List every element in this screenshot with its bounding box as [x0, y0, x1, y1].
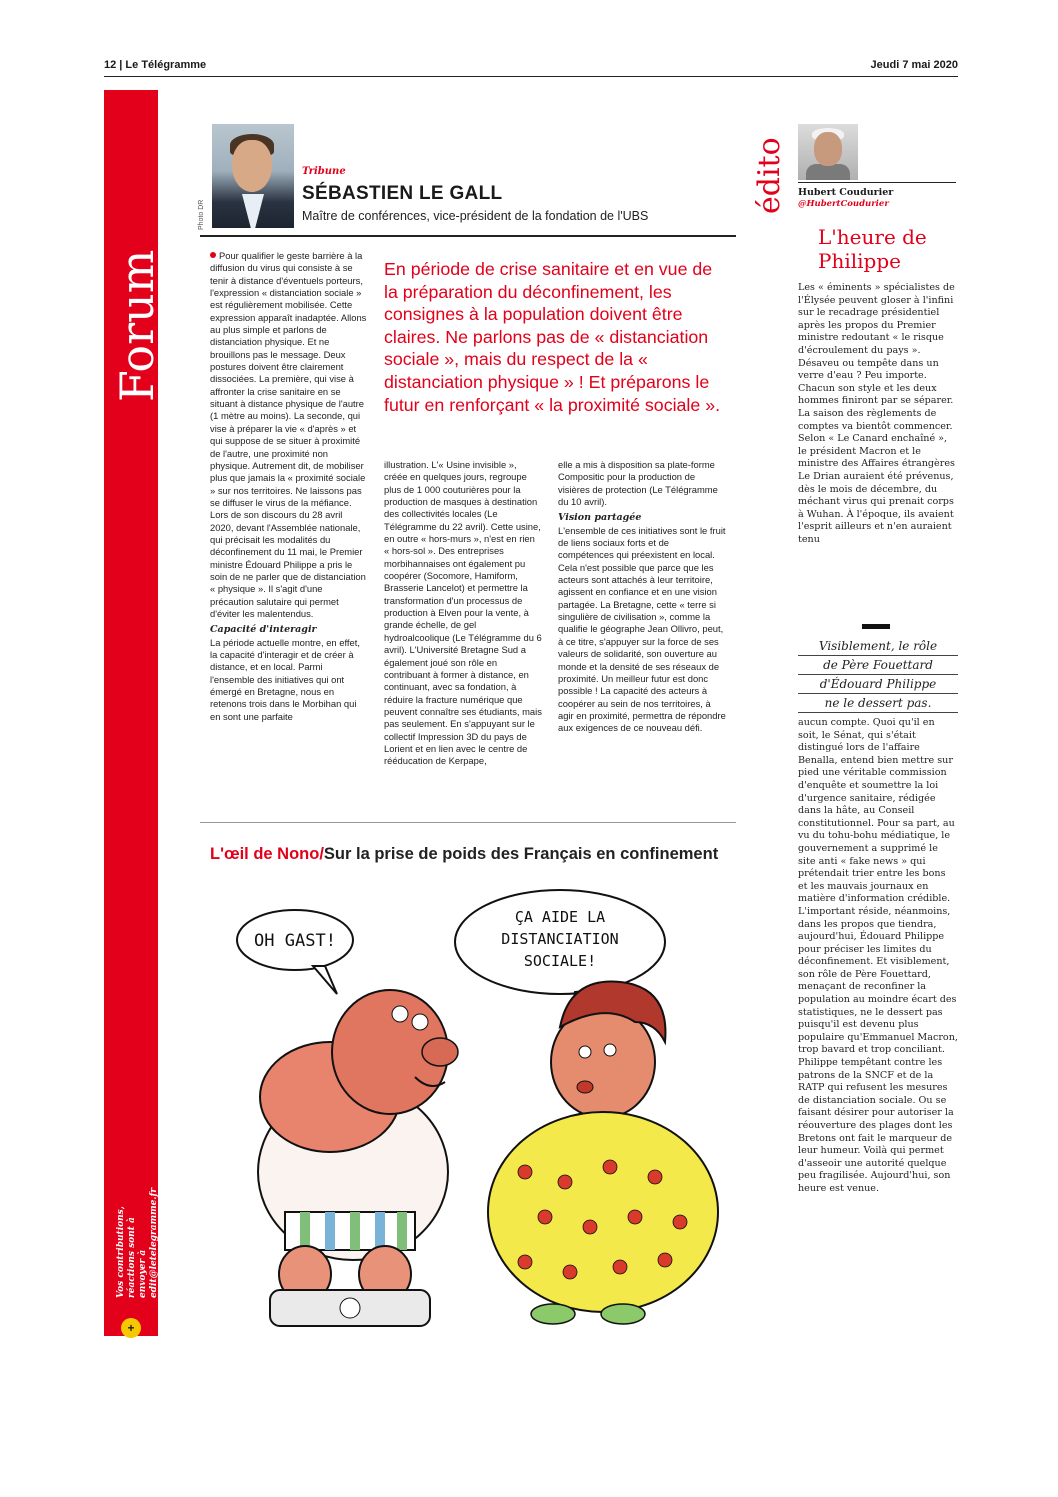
cartoon-title-text: Sur la prise de poids des Français en confinement	[323, 845, 719, 863]
cartoon-illustration	[225, 882, 725, 1334]
contributions-note: Vos contributions, réactions sont à envoyer à edit@letelegramme.fr	[116, 1187, 159, 1298]
speech-bubble-left: OH GAST!	[254, 931, 336, 951]
edito-author-photo	[798, 124, 858, 180]
cartoon-title	[210, 845, 718, 864]
divider	[798, 182, 956, 183]
edito-quote-line: d'Édouard Philippe	[798, 675, 958, 694]
article-paragraph: L'ensemble de ces initiatives sont le fruit de liens sociaux forts et de compétences qui préexistent en local. Cela n'est possible que parce que les acteurs sont attachés à leur territoire, agissent en confiance et en une vision partagée. La Bretagne, cette « terre si singulière de civilisation », comme la qualifie le géographe Jean Ollivro, peut, à ce titre, s'appuyer sur la force de ses valeurs de solidarité, son ouverture au monde et la densité de ses réseaux de proximité. Un meilleur futur est donc possible ! La capacité des acteurs à coopérer au sein de nos territoires, à agir en proximité, permettra de répondre aux exigences de ce nouveau défi.	[558, 524, 726, 734]
edito-section-title: édito	[752, 137, 787, 214]
tribune-author: SÉBASTIEN LE GALL	[302, 183, 503, 204]
section-title: Forum	[110, 249, 164, 402]
article-subheading: Vision partagée	[558, 512, 642, 524]
edito-quote-line: Visiblement, le rôle	[798, 637, 958, 656]
speech-bubble-right-line-1: ÇA AIDE LA	[514, 908, 606, 926]
bullet-icon	[210, 252, 216, 258]
edito-title: L'heure de Philippe	[818, 225, 927, 273]
article-column-3	[558, 459, 726, 819]
plus-icon: +	[121, 1318, 141, 1338]
edito-quote-line: de Père Fouettard	[798, 656, 958, 675]
article-subheading: Capacité d'interagir	[210, 624, 317, 636]
edito-author-handle: @HubertCoudurier	[798, 199, 889, 209]
page-folio: 12 | Le Télégramme	[104, 59, 207, 71]
pull-quote: En période de crise sanitaire et en vue de la préparation du déconfinement, les consignes à la population doivent être claires. Ne parlons pas de « distanciation sociale », mais du respect de la « distanciation physique » ! Et préparons le futur en renforçant « la proximité sociale ».	[384, 259, 721, 415]
article-paragraph: illustration. L'« Usine invisible », créée en quelques jours, regroupe plus de 1 000 couturières pour la production de masques à destination des collectivités locales (Le Télégramme du 22 avril). Cette usine, en outre « hors-murs », n'est en rien « hors-sol ». Des entreprises morbihannaises ont également pu coopérer (Socomore, Hamiform, Brasserie Lancelot) et permettre la transformation d'un processus de production à Elven pour la vente, à grande échelle, de gel hydroalcoolique (Le Télégramme du 6 avril). L'Université Bretagne Sud a également joué son rôle en contribuant à former à distance, en continuant, avec sa fondation, à réduire la fracture numérique que peuvent connaître ses étudiants, mais pas seulement. En s'appuyant sur le collectif Impression 3D du pays de Lorient et en lien avec le centre de rééducation de Kerpape,	[384, 459, 542, 767]
speech-bubble-right-line-2: DISTANCIATION	[501, 930, 619, 948]
divider	[200, 822, 736, 823]
forum-sidebar	[104, 90, 164, 1336]
divider	[200, 235, 736, 237]
quote-mark	[862, 624, 890, 629]
edito-quote-line: ne le dessert pas.	[798, 694, 958, 713]
article-paragraph: La période actuelle montre, en effet, la capacité d'interagir et de créer à distance, et en local. Parmi l'ensemble des initiatives qui ont émergé en Bretagne, nous en retenons trois dans le Morbihan qui en sont une parfaite	[210, 636, 360, 722]
speech-bubble-right-line-3: SOCIALE!	[523, 952, 597, 970]
article-column-2	[384, 459, 542, 819]
article-paragraph: Pour qualifier le geste barrière à la diffusion du virus qui consiste à se tenir à distance d'éventuels porteurs, l'expression « distanciation sociale » est régulièrement mobilisée. Cette expression apparaît inadaptée. Allons au plus simple et parlons de distanciation physique. Et ne brouillons pas le message. Deux postures doivent être clairement dissociées. La première, qui vise à affronter la crise sanitaire en se situant à distance physique de l'autre (1 mètre au moins). La seconde, qui vise à préparer la vie « d'après » et qui suppose de se situer à proximité de l'autre, une proximité non physique. Autrement dit, de mobiliser plus que jamais la « proximité sociale » sur nos territoires. Ne laissons pas se diffuser le virus de la méfiance. Lors de son discours du 28 avril 2020, devant l'Assemblée nationale, qui précisait les modalités du déconfinement du 11 mai, le Premier ministre Édouard Philippe a pris le soin de ne parler que de distanciation « physique ». Il s'agit d'une précaution salutaire qui permet d'éviter les malentendus.	[210, 250, 367, 619]
page-date: Jeudi 7 mai 2020	[870, 59, 958, 71]
article-paragraph: elle a mis à disposition sa plate-forme Compositic pour la production de visières de protection (Le Télégramme du 10 avril).	[558, 459, 718, 508]
edito-column-part-1: Les « éminents » spécialistes de l'Élysée peuvent gloser à l'infini sur le recadrage présidentiel après les propos du Premier ministre redoutant « le risque d'écroulement du pays ». Désaveu ou tempête dans un verre d'eau ? Peu importe. Chacun son style et les deux hommes finiront par se séparer. La saison des règlements de comptes va bientôt commencer. Selon « Le Canard enchaîné », le président Macron et le ministre des Affaires étrangères Le Drian auraient été prévenus, dès le mois de décembre, du méchant virus qui prenait corps à Wuhan. À l'époque, ils avaient l'esprit ailleurs et n'en auraient tenu	[798, 282, 955, 545]
cartoon-title-prefix: L'œil de Nono/	[210, 845, 324, 863]
tribune-author-role: Maître de conférences, vice-président de la fondation de l'UBS	[302, 209, 649, 223]
edito-column-part-2: aucun compte. Quoi qu'il en soit, le Sénat, qui s'était distingué lors de l'affaire Benalla, entend bien mettre sur pied une véritable commission d'enquête et soumettre la loi d'urgence sanitaire, rédigée dans la hâte, au Conseil constitutionnel. Pour sa part, au vu du tohu-bohu médiatique, le gouvernement a supprimé le site anti « fake news » qui prétendait trier entre les bons et les mauvais journaux en matière d'information crédible. L'important réside, néanmoins, dans les propos que tiendra, aujourd'hui, Édouard Philippe pour préciser les limites du déconfinement. Et visiblement, son rôle de Père Fouettard, menaçant de reconfiner la population au moindre écart des statistiques, ne le dessert pas puisqu'il est devenu plus populaire qu'Emmanuel Macron, trop bavard et trop conciliant. Philippe tempêtant contre les patrons de la SNCF et de la RATP qui refusent les mesures de distanciation sociale. Ou se faisant désirer pour autoriser la réouverture des plages dont les Bretons ont fait le marqueur de leur humeur. Voilà qui permet d'asseoir une autorité quelque peu fragilisée. Aujourd'hui, son heure est venue.	[798, 717, 958, 1194]
edito-pull-quote	[798, 637, 958, 713]
author-photo	[212, 124, 294, 228]
article-column-1	[210, 250, 368, 834]
tribune-label: Tribune	[302, 166, 346, 177]
page-header	[104, 57, 958, 77]
photo-credit: Photo DR	[198, 199, 205, 230]
edito-author: Hubert Coudurier	[798, 187, 894, 198]
